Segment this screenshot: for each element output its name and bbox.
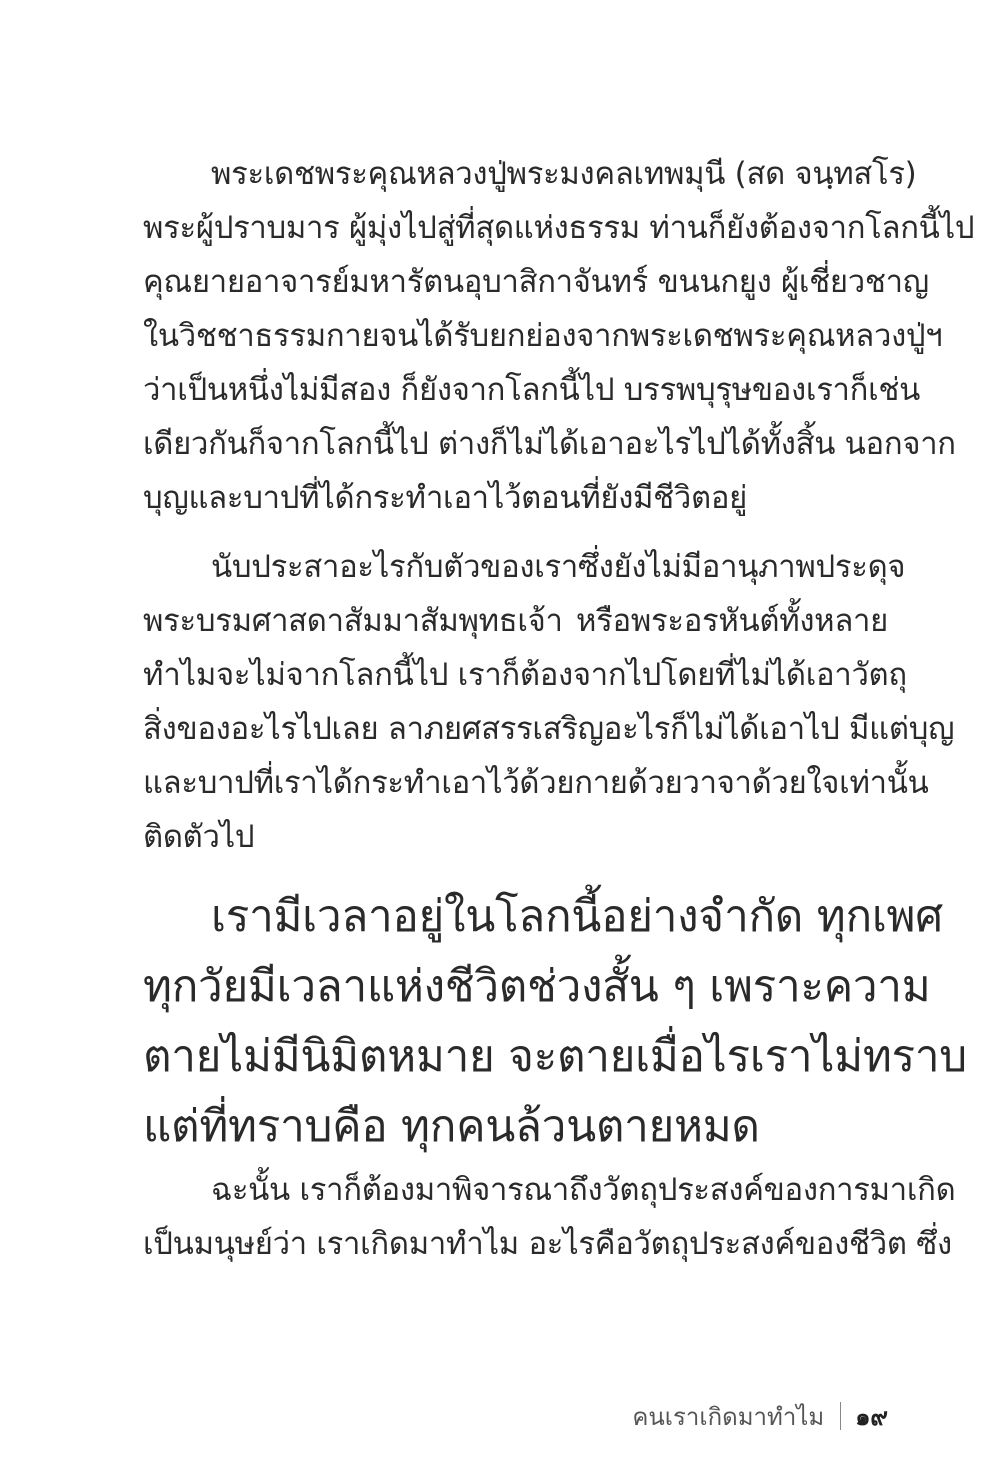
- running-book-title: คนเราเกิดมาทำไม: [632, 1402, 825, 1431]
- paragraph-line: ทำไมจะไม่จากโลกนี้ไป เราก็ต้องจากไปโดยที่ไม่ได้เอาวัตถุ: [143, 657, 907, 693]
- paragraph-2: [143, 540, 955, 864]
- paragraph-line: สิ่งของอะไรไปเลย ลาภยศสรรเสริญอะไรก็ไม่ได้เอาไป มีแต่บุญ: [143, 711, 955, 747]
- paragraph-line: พระบรมศาสดาสัมมาสัมพุทธเจ้า หรือพระอรหันต์ทั้งหลาย: [143, 603, 888, 639]
- paragraph-line: ในวิชชาธรรมกายจนได้รับยกย่องจากพระเดชพระคุณหลวงปู่ฯ: [143, 318, 943, 354]
- paragraph-line: พระเดชพระคุณหลวงปู่พระมงคลเทพมุนี (สด จนฺทสโร): [211, 156, 917, 192]
- pull-quote: [143, 882, 967, 1162]
- paragraph-line: เป็นมนุษย์ว่า เราเกิดมาทำไม อะไรคือวัตถุประสงค์ของชีวิต ซึ่ง: [143, 1226, 952, 1262]
- paragraph-line: นับประสาอะไรกับตัวของเราซึ่งยังไม่มีอานุภาพประดุจ: [211, 549, 906, 585]
- paragraph-1: [143, 147, 975, 525]
- paragraph-line: บุญและบาปที่ได้กระทำเอาไว้ตอนที่ยังมีชีวิตอยู่: [143, 480, 748, 516]
- quote-line: เรามีเวลาอยู่ในโลกนี้อย่างจำกัด ทุกเพศ: [211, 891, 943, 942]
- paragraph-line: ฉะนั้น เราก็ต้องมาพิจารณาถึงวัตถุประสงค์ของการมาเกิด: [211, 1172, 956, 1208]
- paragraph-line: และบาปที่เราได้กระทำเอาไว้ด้วยกายด้วยวาจาด้วยใจเท่านั้น: [143, 765, 929, 801]
- footer-divider: [840, 1402, 841, 1430]
- paragraph-line: เดียวกันก็จากโลกนี้ไป ต่างก็ไม่ได้เอาอะไรไปได้ทั้งสิ้น นอกจาก: [143, 426, 956, 462]
- paragraph-line: ว่าเป็นหนึ่งไม่มีสอง ก็ยังจากโลกนี้ไป บรรพบุรุษของเราก็เช่น: [143, 372, 921, 408]
- paragraph-3: [143, 1163, 956, 1271]
- page-number: ๑๙: [855, 1402, 888, 1431]
- paragraph-line: คุณยายอาจารย์มหารัตนอุบาสิกาจันทร์ ขนนกยูง ผู้เชี่ยวชาญ: [143, 264, 929, 300]
- quote-line: แต่ที่ทราบคือ ทุกคนล้วนตายหมด: [143, 1101, 760, 1152]
- paragraph-line: พระผู้ปราบมาร ผู้มุ่งไปสู่ที่สุดแห่งธรรม ท่านก็ยังต้องจากโลกนี้ไป: [143, 210, 975, 246]
- quote-line: ตายไม่มีนิมิตหมาย จะตายเมื่อไรเราไม่ทราบ: [143, 1031, 967, 1082]
- quote-line: ทุกวัยมีเวลาแห่งชีวิตช่วงสั้น ๆ เพราะความ: [143, 961, 931, 1012]
- page-footer: [632, 1396, 888, 1436]
- paragraph-line: ติดตัวไป: [143, 819, 255, 855]
